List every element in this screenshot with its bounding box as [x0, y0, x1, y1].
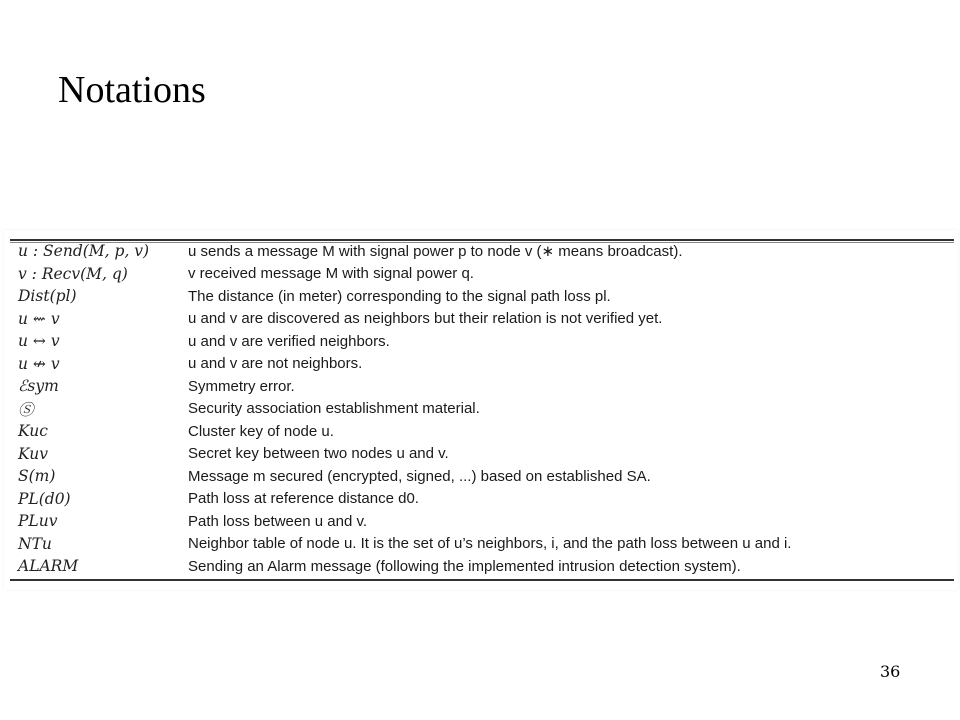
notation-row: [18, 488, 948, 511]
notation-row: [18, 285, 948, 308]
page-number: 36: [880, 662, 901, 681]
notation-description: Message m secured (encrypted, signed, ...) based on established SA.: [188, 467, 651, 485]
notation-row: [18, 420, 948, 443]
notation-row: [18, 443, 948, 466]
notation-description: The distance (in meter) corresponding to the signal path loss pl.: [188, 287, 611, 305]
notation-symbol: u ⇜ v: [18, 309, 60, 328]
notation-symbol: ALARM: [18, 557, 79, 576]
notation-symbol: Ⓢ: [18, 400, 34, 419]
notation-row: [18, 263, 948, 286]
notation-row: [18, 308, 948, 331]
table-bottom-rule: [10, 579, 954, 581]
notation-symbol: v : Recv(M, q): [18, 264, 128, 283]
notation-description: u and v are not neighbors.: [188, 355, 363, 373]
notation-description: u and v are verified neighbors.: [188, 332, 390, 350]
notation-description: Path loss at reference distance d0.: [188, 490, 419, 508]
notation-symbol: NTu: [18, 534, 52, 553]
slide-title: Notations: [58, 69, 206, 111]
notation-symbol: Dist(pl): [18, 287, 77, 306]
notation-symbol: u ↮ v: [18, 354, 60, 373]
notation-description: Path loss between u and v.: [188, 512, 368, 530]
notation-description: u sends a message M with signal power p to node v (∗ means broadcast).: [188, 243, 683, 261]
notation-symbol: Kuc: [18, 422, 48, 441]
notation-row: [18, 375, 948, 398]
notation-description: Sending an Alarm message (following the implemented intrusion detection system).: [188, 557, 741, 575]
notation-row: [18, 398, 948, 421]
notation-row: [18, 533, 948, 556]
notation-symbol: S(m): [18, 467, 56, 486]
notation-symbol: ℰsym: [18, 377, 59, 396]
notation-description: Cluster key of node u.: [188, 422, 334, 440]
notation-description: Symmetry error.: [188, 377, 295, 395]
notation-row: [18, 510, 948, 533]
notation-row: [18, 465, 948, 488]
notation-description: v received message M with signal power q.: [188, 265, 474, 283]
notation-symbol: Kuv: [18, 444, 48, 463]
notation-symbol: u ↔ v: [18, 332, 60, 351]
notation-symbol: u : Send(M, p, v): [18, 242, 150, 261]
notation-symbol: PL(d0): [18, 489, 71, 508]
notation-row: [18, 330, 948, 353]
notation-description: Secret key between two nodes u and v.: [188, 445, 449, 463]
notation-description: u and v are discovered as neighbors but their relation is not verified yet.: [188, 310, 663, 328]
notation-table: [4, 230, 958, 590]
notation-row: [18, 240, 948, 263]
notation-list: [18, 240, 948, 578]
notation-description: Neighbor table of node u. It is the set of u’s neighbors, i, and the path loss between u and i.: [188, 535, 792, 553]
notation-symbol: PLuv: [18, 512, 58, 531]
notation-description: Security association establishment material.: [188, 400, 480, 418]
notation-row: [18, 353, 948, 376]
notation-row: [18, 555, 948, 578]
